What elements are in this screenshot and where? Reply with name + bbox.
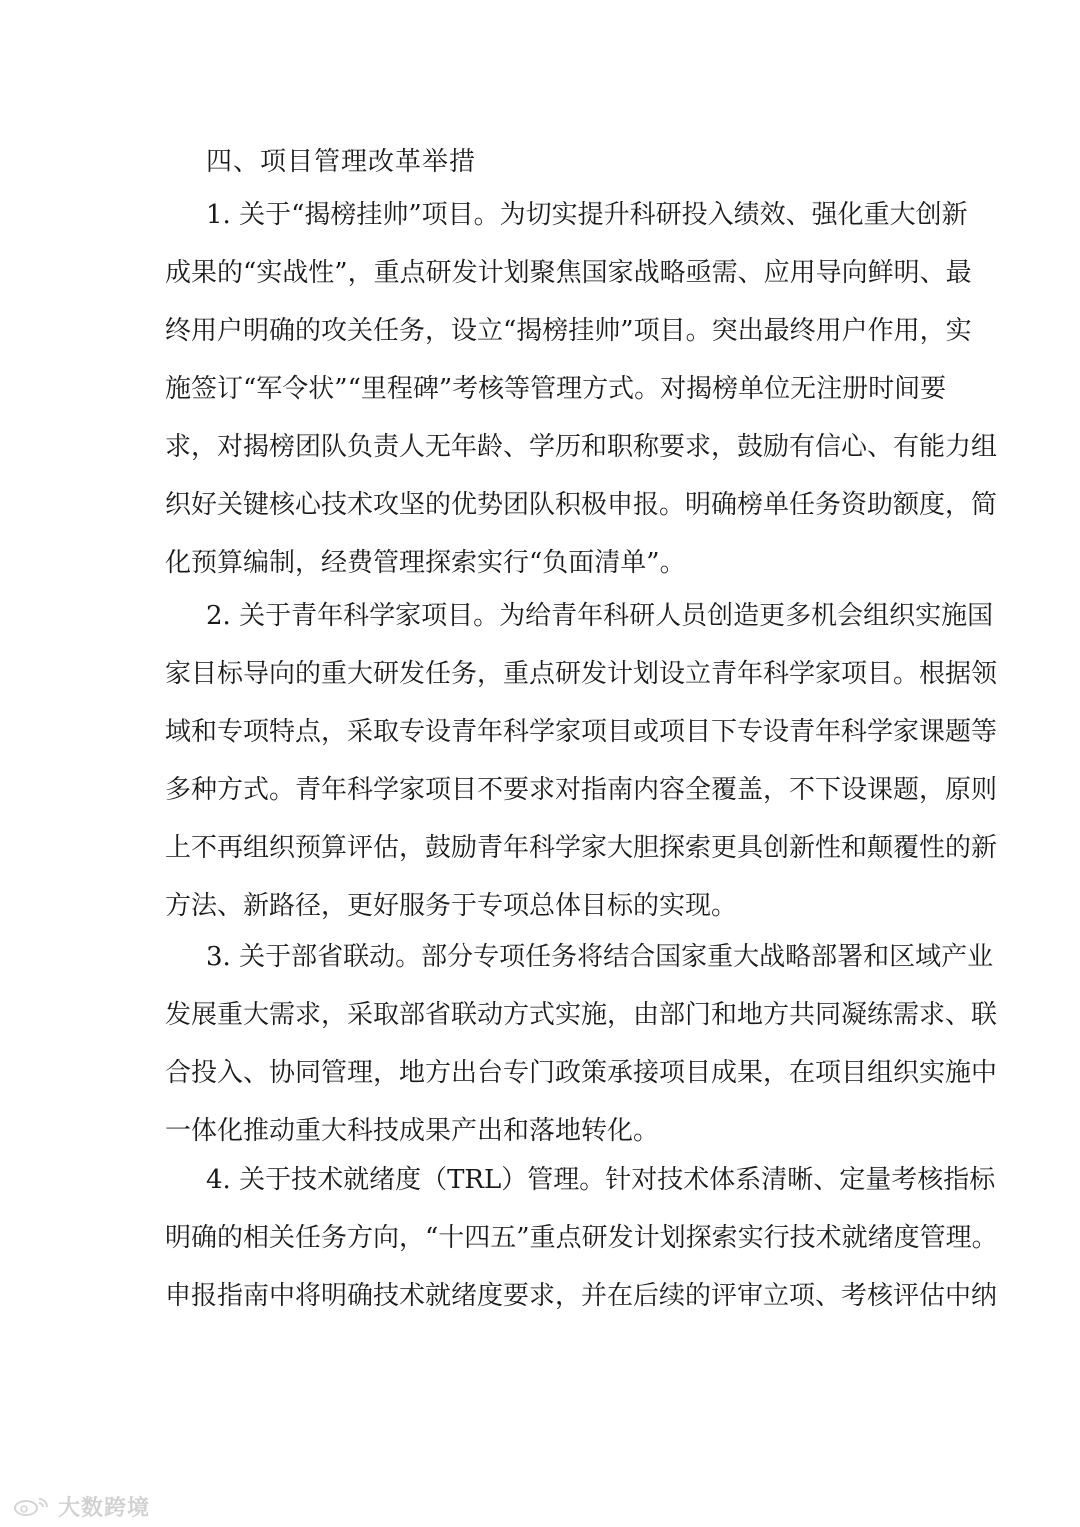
- paragraph-line: 明确的相关任务方向，“十四五”重点研发计划探索实行技术就绪度管理。: [165, 1223, 998, 1253]
- paragraph-line: 域和专项特点，采取专设青年科学家项目或项目下专设青年科学家课题等: [165, 717, 998, 747]
- paragraph-line: 求，对揭榜团队负责人无年龄、学历和职称要求，鼓励有信心、有能力组: [165, 432, 998, 462]
- paragraph-1: [165, 186, 998, 592]
- paragraph-line: 4. 关于技术就绪度（TRL）管理。针对技术体系清晰、定量考核指标: [206, 1165, 996, 1195]
- watermark: [12, 1492, 150, 1520]
- paragraph-line: 3. 关于部省联动。部分专项任务将结合国家重大战略部署和区域产业: [206, 942, 994, 972]
- paragraph-line: 成果的“实战性”，重点研发计划聚焦国家战略亟需、应用导向鲜明、最: [165, 258, 972, 288]
- paragraph-line: 2. 关于青年科学家项目。为给青年科研人员创造更多机会组织实施国: [206, 601, 994, 631]
- paragraph-line: 1. 关于“揭榜挂帅”项目。为切实提升科研投入绩效、强化重大创新: [206, 200, 968, 230]
- paragraph-line: 化预算编制，经费管理探索实行“负面清单”。: [165, 548, 686, 578]
- paragraph-3: [165, 928, 998, 1160]
- paragraph-line: 申报指南中将明确技术就绪度要求，并在后续的评审立项、考核评估中纳: [165, 1281, 998, 1311]
- paragraph-line: 上不再组织预算评估，鼓励青年科学家大胆探索更具创新性和颠覆性的新: [165, 833, 998, 863]
- paragraph-4: [165, 1151, 998, 1325]
- paragraph-line: 多种方式。青年科学家项目不要求对指南内容全覆盖，不下设课题，原则: [165, 775, 998, 805]
- paragraph-2: [165, 587, 998, 935]
- watermark-text: 大数跨境: [58, 1495, 151, 1521]
- paragraph-line: 终用户明确的攻关任务，设立“揭榜挂帅”项目。突出最终用户作用，实: [165, 316, 972, 346]
- weibo-logo-icon: [12, 1495, 52, 1517]
- paragraph-line: 织好关键核心技术攻坚的优势团队积极申报。明确榜单任务资助额度，简: [165, 490, 998, 520]
- paragraph-line: 方法、新路径，更好服务于专项总体目标的实现。: [165, 891, 738, 921]
- paragraph-line: 施签订“军令状”“里程碑”考核等管理方式。对揭榜单位无注册时间要: [165, 374, 947, 404]
- paragraph-line: 一体化推动重大科技成果产出和落地转化。: [165, 1116, 660, 1146]
- paragraph-line: 家目标导向的重大研发任务，重点研发计划设立青年科学家项目。根据领: [165, 659, 998, 689]
- paragraph-line: 合投入、协同管理，地方出台专门政策承接项目成果，在项目组织实施中: [165, 1058, 998, 1088]
- section-heading: 四、项目管理改革举措: [206, 147, 477, 177]
- paragraph-line: 发展重大需求，采取部省联动方式实施，由部门和地方共同凝练需求、联: [165, 1000, 998, 1030]
